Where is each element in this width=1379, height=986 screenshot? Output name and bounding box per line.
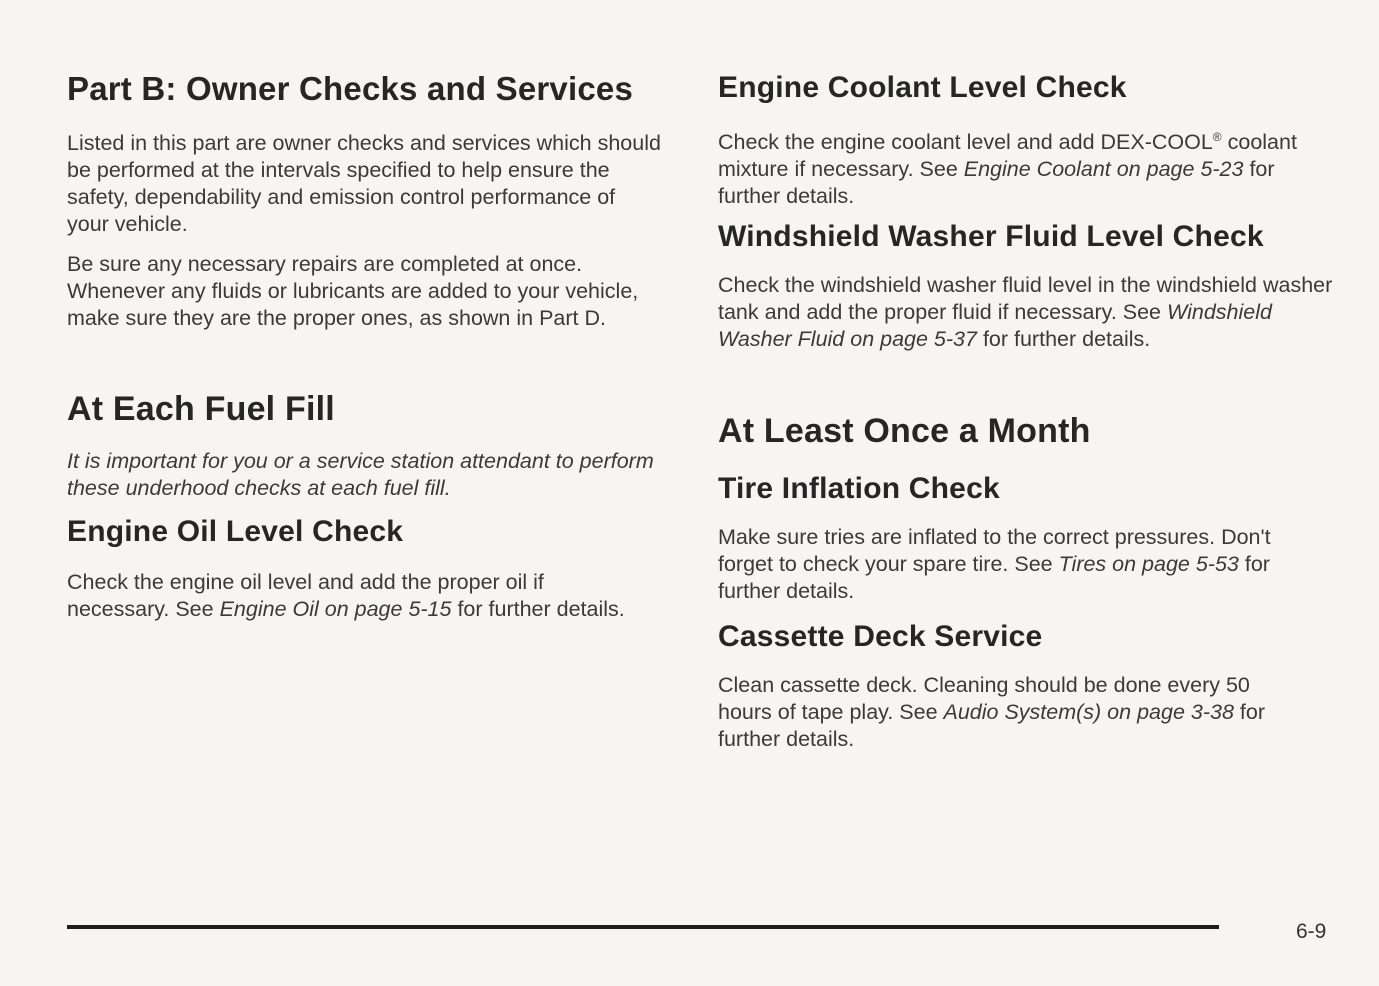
coolant-text-1: Check the engine coolant level and add DEX-COOL <box>718 130 1213 155</box>
registered-mark: ® <box>1212 130 1222 144</box>
page-number: 6-9 <box>1296 920 1327 943</box>
oil-text-2: for further details. <box>451 597 625 621</box>
tire-check-paragraph <box>718 524 1293 605</box>
coolant-reference-link[interactable]: Engine Coolant on page 5-23 <box>963 157 1244 182</box>
washer-text-1: Check the windshield washer fluid level in the windshield washer tank and add the proper fluid if necessary. See <box>718 273 1333 324</box>
part-b-paragraph-2: Be sure any necessary repairs are completed at once. Whenever any fluids or lubricants are added to your vehicle, make sure they are the proper ones, as shown in Part D. <box>67 252 639 330</box>
cassette-service-title: Cassette Deck Service <box>718 620 1043 653</box>
coolant-check-title: Engine Coolant Level Check <box>718 71 1127 104</box>
cassette-service-paragraph <box>718 672 1298 753</box>
washer-text-2: for further details. <box>976 327 1151 351</box>
part-b-title: Part B: Owner Checks and Services <box>67 70 634 107</box>
coolant-text-3: for further details. <box>718 157 1275 209</box>
tire-check-title: Tire Inflation Check <box>718 472 1000 505</box>
washer-reference-link[interactable]: Windshield Washer Fluid on page 5-37 <box>718 300 1272 351</box>
oil-check-title: Engine Oil Level Check <box>67 515 404 548</box>
part-b-paragraph-1: Listed in this part are owner checks and services which should be performed at the intervals specified to help ensure the safety, dependability and emission control performance of your vehicle. <box>67 131 661 236</box>
fuel-fill-note-text: It is important for you or a service station attendant to perform these underhood checks at each fuel fill. <box>67 449 654 500</box>
oil-reference-link[interactable]: Engine Oil on page 5-15 <box>219 597 452 621</box>
fuel-fill-note <box>67 448 657 502</box>
oil-text-1: Check the engine oil level and add the proper oil if necessary. See <box>67 570 544 621</box>
washer-check-paragraph <box>718 272 1333 353</box>
oil-check-paragraph <box>67 569 627 623</box>
tire-text-1: Make sure tries are inflated to the correct pressures. Don't forget to check your spare tire. See <box>718 525 1271 576</box>
coolant-check-paragraph <box>718 124 1308 210</box>
monthly-title: At Least Once a Month <box>718 412 1091 450</box>
cassette-reference-link[interactable]: Audio System(s) on page 3-38 <box>943 700 1234 724</box>
tire-reference-link[interactable]: Tires on page 5-53 <box>1058 552 1239 576</box>
washer-check-title: Windshield Washer Fluid Level Check <box>718 220 1264 253</box>
coolant-text-2: coolant mixture if necessary. See <box>718 130 1297 182</box>
cassette-text-1: Clean cassette deck. Cleaning should be done every 50 hours of tape play. See <box>718 673 1250 724</box>
cassette-text-2: for further details. <box>718 700 1265 751</box>
footer-rule <box>67 925 1219 929</box>
fuel-fill-title: At Each Fuel Fill <box>67 390 335 428</box>
tire-text-2: for further details. <box>718 552 1270 603</box>
